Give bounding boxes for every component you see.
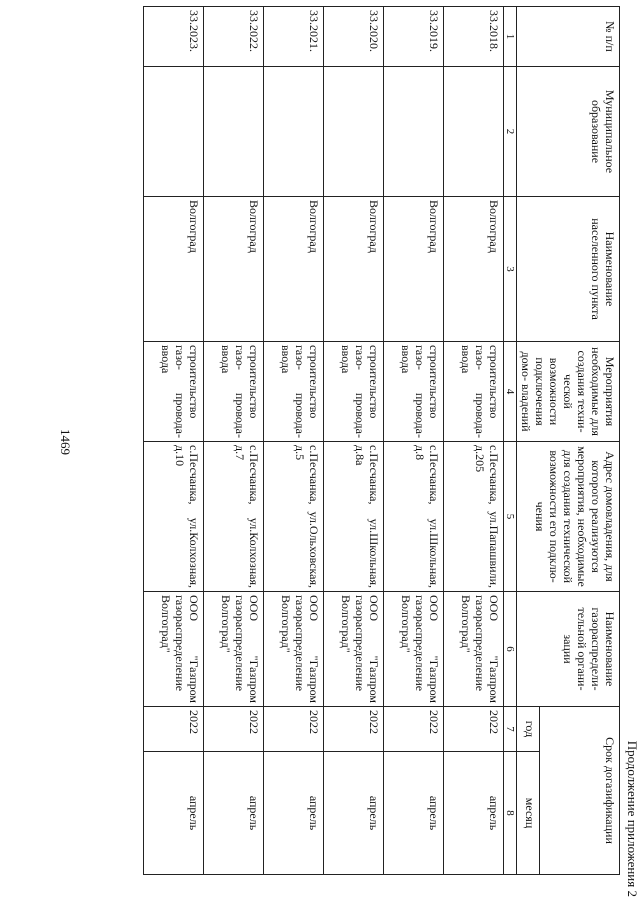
row-num: 33.2019.	[384, 7, 444, 67]
header-month: месяц	[517, 752, 540, 875]
row-month: апрель	[144, 752, 204, 875]
row-org: ООО "Газпром газораспределение Волгоград"	[204, 592, 264, 707]
column-number: 8	[504, 752, 517, 875]
row-municipality	[144, 67, 204, 197]
row-locality: Волгоград	[324, 197, 384, 342]
column-number: 2	[504, 67, 517, 197]
row-num: 33.2023.	[144, 7, 204, 67]
table-row	[444, 7, 504, 875]
row-address: с.Песчанка, ул.Школьная, д.8а	[324, 442, 384, 592]
row-measure: строительство газо- провода-ввода	[324, 342, 384, 442]
row-org: ООО "Газпром газораспределение Волгоград"	[144, 592, 204, 707]
row-locality: Волгоград	[144, 197, 204, 342]
table-row	[144, 7, 204, 875]
header-address: Адрес домовладения, для которого реализуются мероприятия, необходимые для создания технической возможности его подклю- чения	[517, 442, 620, 592]
row-year: 2022	[324, 707, 384, 752]
row-month: апрель	[204, 752, 264, 875]
row-address: с.Песчанка, ул.Ольховская, д.5	[264, 442, 324, 592]
row-measure: строительство газо- провода-ввода	[384, 342, 444, 442]
row-org: ООО "Газпром газораспределение Волгоград"	[444, 592, 504, 707]
column-number: 3	[504, 197, 517, 342]
row-measure: строительство газо- провода-ввода	[144, 342, 204, 442]
row-org: ООО "Газпром газораспределение Волгоград"	[324, 592, 384, 707]
row-address: с.Песчанка, ул.Школьная, д.8	[384, 442, 444, 592]
row-num: 33.2020.	[324, 7, 384, 67]
row-locality: Волгоград	[384, 197, 444, 342]
page-number: 1469	[58, 429, 73, 455]
row-month: апрель	[324, 752, 384, 875]
header-measure: Мероприятия необходимые для создания техни- ческой возможности подключения домо- владений	[517, 342, 620, 442]
row-measure: строительство газо- провода-ввода	[264, 342, 324, 442]
row-locality: Волгоград	[444, 197, 504, 342]
column-number: 6	[504, 592, 517, 707]
row-year: 2022	[144, 707, 204, 752]
row-locality: Волгоград	[204, 197, 264, 342]
row-municipality	[444, 67, 504, 197]
header-num: № п/п	[517, 7, 620, 67]
row-address: с.Песчанка, ул.Колхозная, д.7	[204, 442, 264, 592]
table-row	[204, 7, 264, 875]
table-row	[384, 7, 444, 875]
row-num: 33.2021.	[264, 7, 324, 67]
continuation-caption: Продолжение приложения 2	[625, 740, 640, 897]
row-num: 33.2022.	[204, 7, 264, 67]
row-address: с.Песчанка, ул.Колхозная, д.10	[144, 442, 204, 592]
row-address: с.Песчанка, ул.Папашвили, д.205	[444, 442, 504, 592]
gasification-table	[143, 6, 620, 875]
row-year: 2022	[444, 707, 504, 752]
row-municipality	[204, 67, 264, 197]
table-row	[264, 7, 324, 875]
header-locality: Наименование населенного пункта	[517, 197, 620, 342]
header-org: Наименование газораспредели- тельной органи- зации	[517, 592, 620, 707]
row-month: апрель	[264, 752, 324, 875]
row-num: 33.2018.	[444, 7, 504, 67]
column-number: 1	[504, 7, 517, 67]
row-year: 2022	[264, 707, 324, 752]
row-measure: строительство газо- провода-ввода	[204, 342, 264, 442]
header-municipality: Муниципальное образование	[517, 67, 620, 197]
row-municipality	[264, 67, 324, 197]
row-municipality	[324, 67, 384, 197]
column-number: 7	[504, 707, 517, 752]
row-org: ООО "Газпром газораспределение Волгоград"	[384, 592, 444, 707]
row-month: апрель	[444, 752, 504, 875]
row-year: 2022	[204, 707, 264, 752]
row-measure: строительство газо- провода-ввода	[444, 342, 504, 442]
row-month: апрель	[384, 752, 444, 875]
column-number: 4	[504, 342, 517, 442]
row-municipality	[384, 67, 444, 197]
header-deadline: Срок догазификации	[540, 707, 620, 875]
row-org: ООО "Газпром газораспределение Волгоград"	[264, 592, 324, 707]
row-year: 2022	[384, 707, 444, 752]
table-row	[324, 7, 384, 875]
row-locality: Волгоград	[264, 197, 324, 342]
header-year: год	[517, 707, 540, 752]
column-number: 5	[504, 442, 517, 592]
